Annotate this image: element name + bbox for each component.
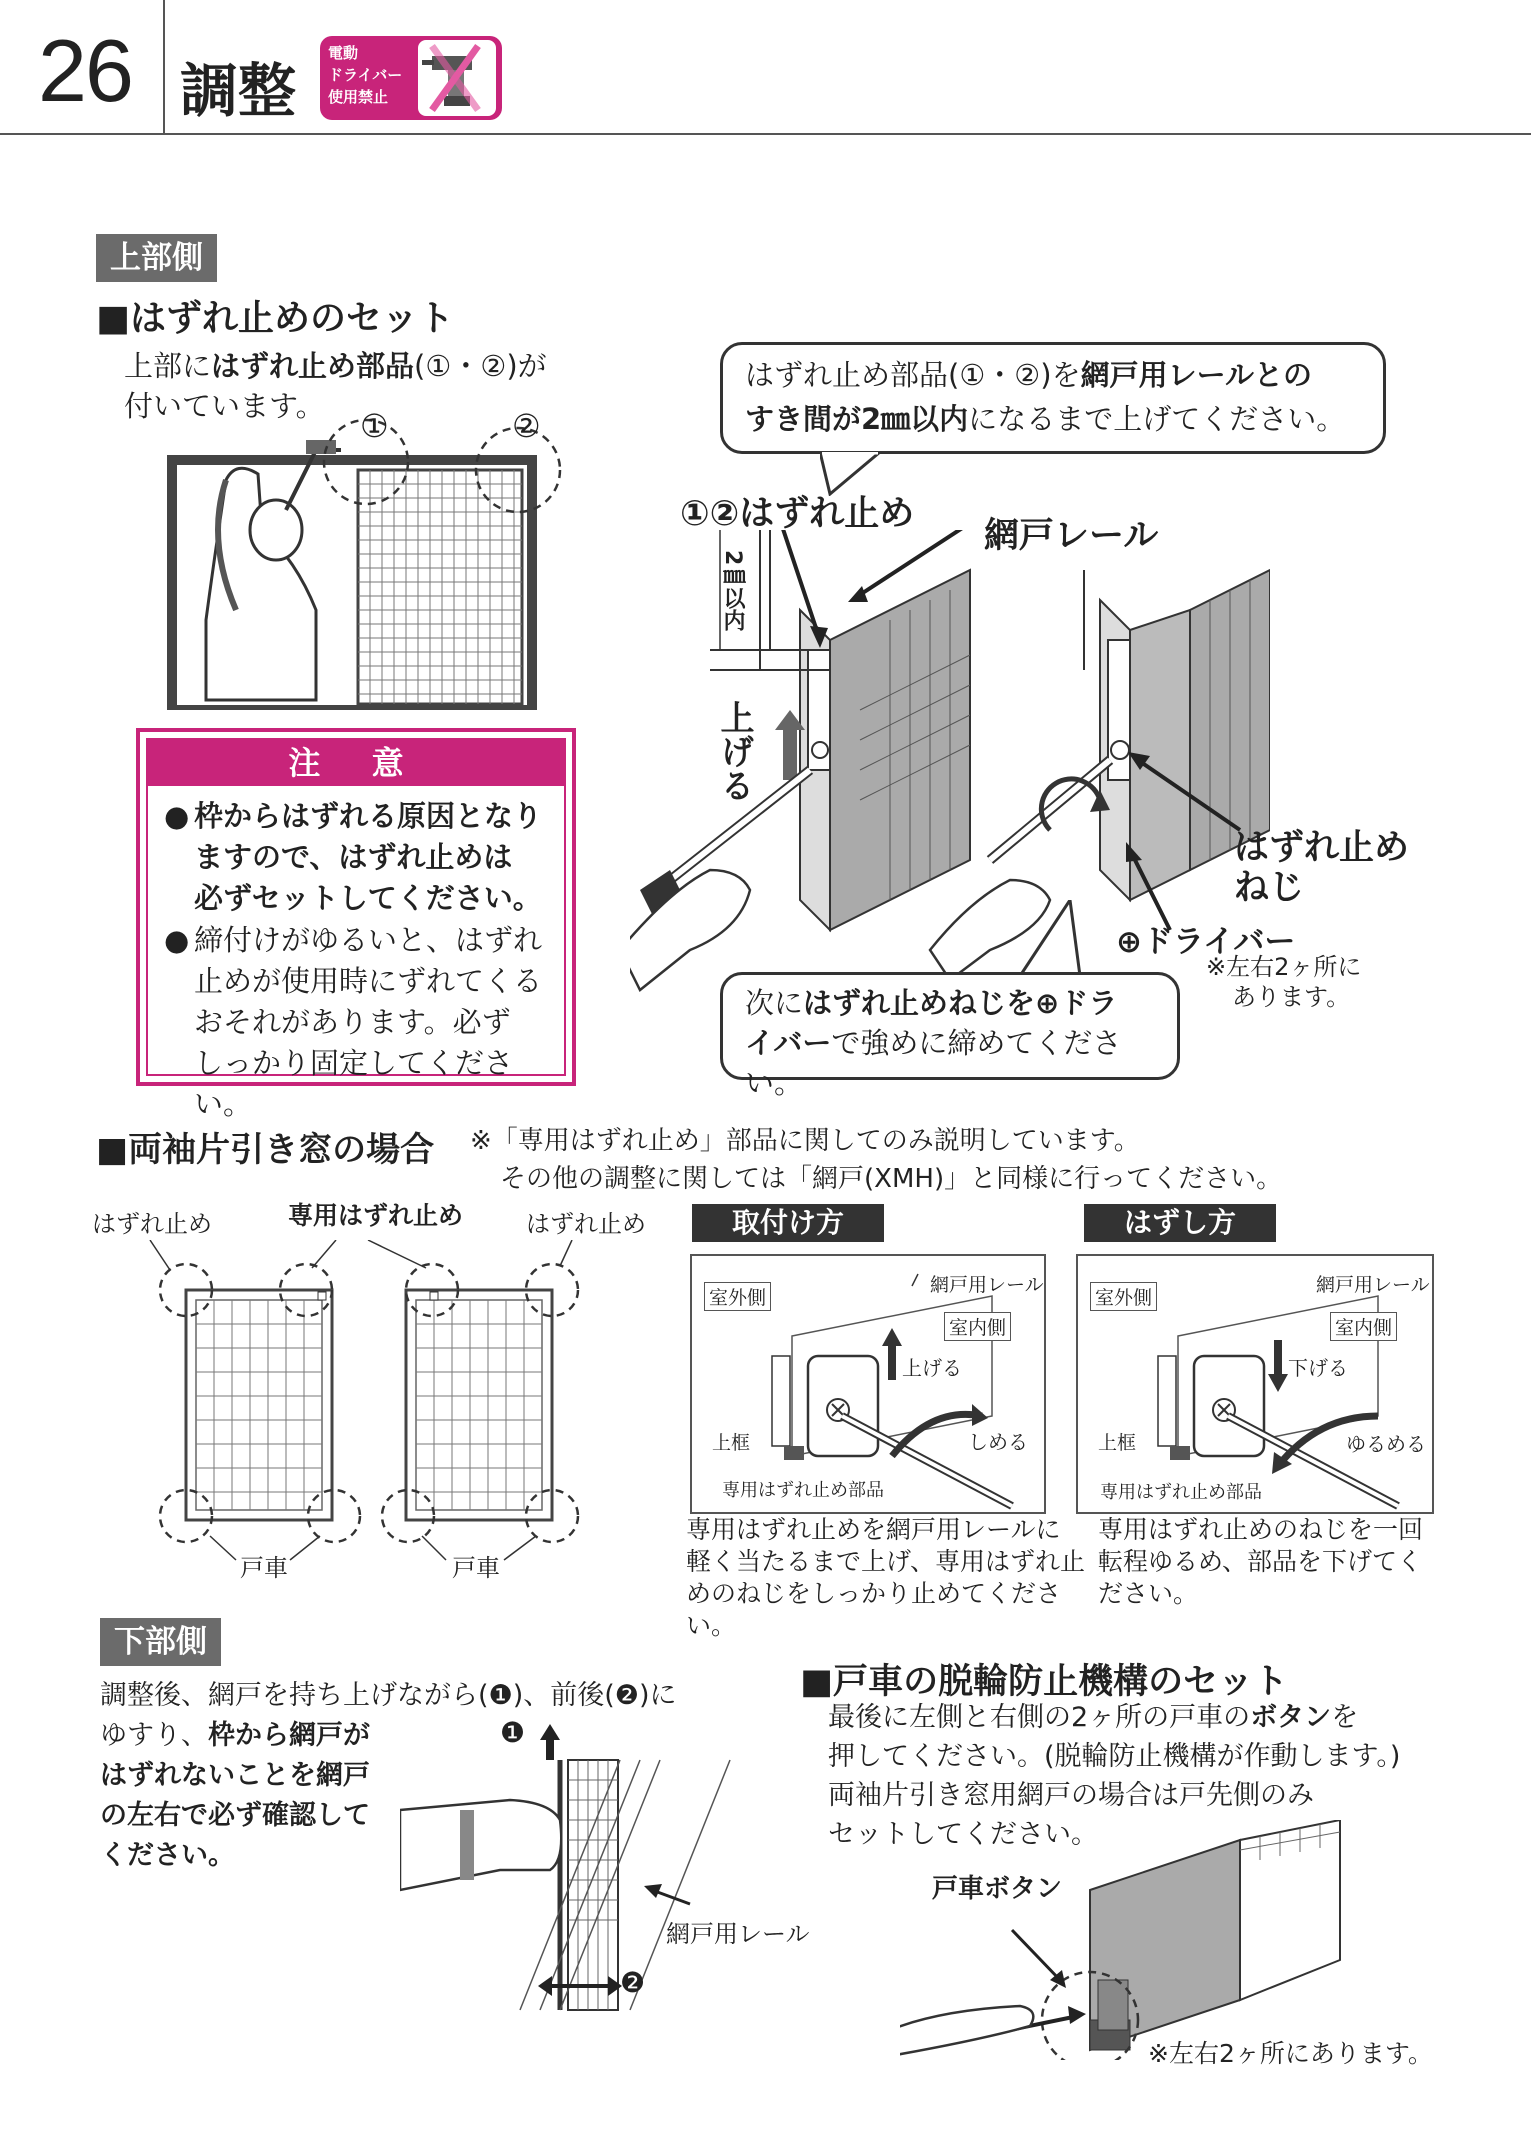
page-title: 調整 — [180, 57, 297, 125]
roller-instruction: 最後に左側と右側の2ヶ所の戸車のボタンを 押してください。(脱輪防止機構が作動します。) 両袖片引き窓用網戸の場合は戸先側のみ セットしてください。 — [828, 1702, 1401, 1850]
label-raise: 上げる — [714, 700, 754, 802]
remove-description: 専用はずれ止めのねじを一回 転程ゆるめ、部品を下げてく ださい。 — [1098, 1515, 1424, 1608]
install-frame-label: 上框 — [712, 1432, 751, 1454]
caution-item-2: ● 締付けがゆるいと、はずれ 止めが使用時にずれてくる おそれがあります。必ず しっかり固定してください。 — [164, 923, 543, 1121]
section-tag-lower: 下部側 — [100, 1618, 221, 1666]
heading-roller-set: ■戸車の脱輪防止機構のセット — [800, 1662, 1289, 1702]
double-window-diagram — [140, 1240, 660, 1570]
remove-lower-label: 下げる — [1288, 1356, 1348, 1380]
circle-label-2: ② — [512, 407, 541, 445]
remove-outdoor-label: 室外側 — [1090, 1282, 1157, 1311]
install-tighten-label: しめる — [968, 1430, 1028, 1454]
label-stopper-right: はずれ止め — [526, 1210, 646, 1238]
circle-label-1: ① — [360, 407, 389, 445]
lower-instruction: 調整後、網戸を持ち上げながら(❶)、前後(❷)に ゆすり、枠から網戸が はずれないことを網戸 の左右で必ず確認して ください。 — [100, 1680, 677, 1871]
remove-part-label: 専用はずれ止め部品 — [1100, 1482, 1262, 1503]
section-tag-upper: 上部側 — [96, 234, 217, 282]
lift-screen-illustration — [400, 1720, 760, 2020]
label-screen-rail: 網戸レール — [984, 516, 1159, 556]
label-stopper-screw: はずれ止め ねじ — [1234, 828, 1410, 908]
label-stopper-12: ①②はずれ止め — [680, 494, 915, 534]
heading-double-window: ■両袖片引き窓の場合 — [96, 1130, 435, 1170]
shake-mark-2: ❷ — [620, 1966, 646, 1999]
double-note: ※「専用はずれ止め」部品に関してのみ説明しています。 その他の調整に関しては「網戸(XMH)」と同様に行ってください。 — [470, 1126, 1283, 1194]
upper-intro: 上部にはずれ止め部品(①・②)が 付いています。 — [124, 349, 547, 423]
caution-box — [136, 728, 576, 1121]
label-roller-left: 戸車 — [240, 1554, 288, 1582]
remove-loosen-label: ゆるめる — [1346, 1432, 1426, 1456]
callout-pointer-2 — [1010, 900, 1090, 980]
label-dedicated-stopper: 専用はずれ止め — [288, 1201, 464, 1230]
lower-rail-label: 網戸用レール — [666, 1920, 810, 1948]
heading-stopper-set: ■はずれ止めのセット — [96, 298, 455, 339]
label-stopper-left: はずれ止め — [92, 1210, 212, 1238]
window-illustration — [166, 410, 586, 710]
install-raise-label: 上げる — [902, 1356, 962, 1380]
install-rail-label: 網戸用レール — [930, 1274, 1044, 1296]
install-indoor-label: 室内側 — [944, 1312, 1011, 1341]
install-part-label: 専用はずれ止め部品 — [722, 1480, 884, 1501]
roller-button-illustration — [900, 1820, 1360, 2060]
install-description: 専用はずれ止めを網戸用レールに 軽く当たるまで上げ、専用はずれ止 めのねじをしっかり止めてください。 — [686, 1515, 1086, 1640]
label-2mm: 2㎜以内 — [720, 550, 745, 632]
badge-text: 電動 ドライバー 使用禁止 — [328, 44, 403, 106]
remove-frame-label: 上框 — [1098, 1432, 1137, 1454]
remove-rail-label: 網戸用レール — [1316, 1274, 1430, 1296]
header-rule — [0, 133, 1531, 135]
roller-button-label: 戸車ボタン — [932, 1874, 1063, 1904]
no-power-driver-badge — [320, 36, 502, 120]
label-phillips-driver: ⊕ドライバー — [1116, 924, 1296, 960]
drill-prohibited-icon — [418, 40, 496, 116]
roller-note: ※左右2ヶ所にあります。 — [1148, 2039, 1433, 2068]
install-title: 取付け方 — [692, 1204, 884, 1242]
caution-title: 注 意 — [148, 740, 564, 786]
remove-box — [1076, 1254, 1434, 1514]
remove-indoor-label: 室内側 — [1330, 1312, 1397, 1341]
callout-tighten-screw: 次にはずれ止めねじを⊕ドラ イバーで強めに締めてください。 — [720, 972, 1180, 1080]
caution-item-1: ● 枠からはずれる原因となり ますので、はずれ止めは 必ずセットしてください。 — [164, 799, 543, 915]
install-outdoor-label: 室外側 — [704, 1282, 771, 1311]
header-divider — [163, 0, 165, 133]
lift-mark-1: ❶ — [500, 1716, 526, 1749]
install-box — [690, 1254, 1046, 1514]
remove-title: はずし方 — [1084, 1204, 1276, 1242]
callout-raise-stopper: はずれ止め部品(①・②)を網戸用レールとの すき間が2㎜以内になるまで上げてください。 — [720, 342, 1386, 454]
note-both-sides: ※左右2ヶ所に あります。 — [1206, 953, 1362, 1011]
label-roller-right: 戸車 — [452, 1554, 500, 1582]
page-number: 26 — [38, 21, 132, 120]
